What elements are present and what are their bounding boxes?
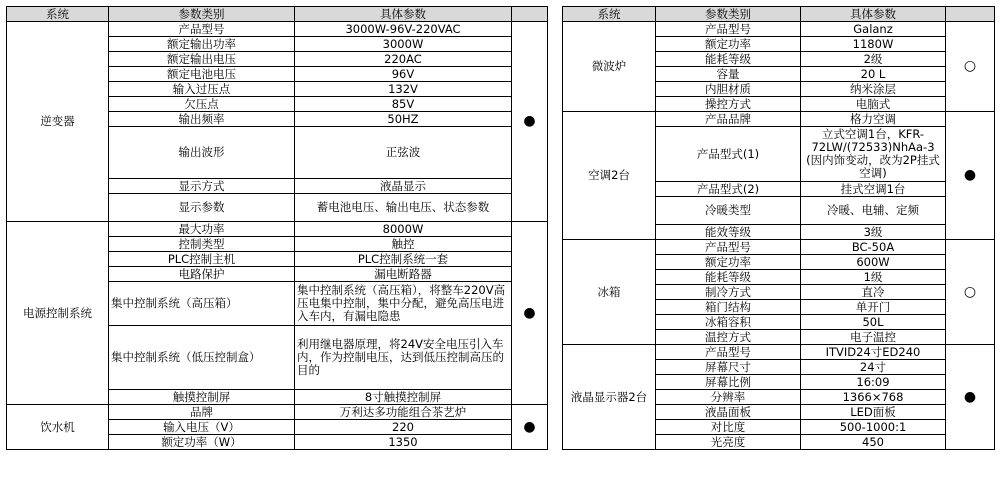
param-category-cell: 额定功率: [656, 37, 801, 52]
param-value-cell: 1级: [801, 270, 946, 285]
param-category-cell: 产品型号: [656, 345, 801, 360]
param-category-cell: 欠压点: [109, 97, 295, 112]
param-category-cell: 集中控制系统（低压控制盒）: [109, 326, 295, 390]
param-category-cell: 额定功率（W）: [109, 435, 295, 450]
param-value-cell: 纳米涂层: [801, 82, 946, 97]
param-category-cell: 屏幕比例: [656, 375, 801, 390]
param-category-cell: 显示参数: [109, 194, 295, 222]
param-value-cell: 220AC: [295, 52, 512, 67]
param-value-cell: 20 L: [801, 67, 946, 82]
param-value-cell: 3000W-96V-220VAC: [295, 22, 512, 37]
param-value-cell: 电脑式: [801, 97, 946, 112]
param-category-cell: 产品型式(2): [656, 182, 801, 197]
param-value-cell: Galanz: [801, 22, 946, 37]
param-value-cell: 1366×768: [801, 390, 946, 405]
table-row: [7, 22, 548, 37]
param-category-cell: 品牌: [109, 405, 295, 420]
param-value-cell: 格力空调: [801, 112, 946, 127]
table-row: [563, 22, 995, 37]
param-category-cell: 输出频率: [109, 112, 295, 127]
param-category-cell: 冰箱容积: [656, 315, 801, 330]
param-value-cell: 万利达多功能组合茶艺炉: [295, 405, 512, 420]
param-value-cell: 立式空调1台，KFR-72LW/(72533)NhAa-3 (因内饰变动，改为2P挂式空调): [801, 127, 946, 182]
header-system: 系统: [563, 7, 656, 22]
param-value-cell: BC-50A: [801, 240, 946, 255]
table-row: [563, 240, 995, 255]
header-mark: [512, 7, 548, 22]
param-category-cell: 最大功率: [109, 222, 295, 237]
table-row: [7, 222, 548, 237]
param-category-cell: 温控方式: [656, 330, 801, 345]
param-category-cell: 额定功率: [656, 255, 801, 270]
param-value-cell: 2级: [801, 52, 946, 67]
param-category-cell: 集中控制系统（高压箱）: [109, 282, 295, 326]
param-value-cell: 冷暖、电辅、定频: [801, 197, 946, 225]
config-mark: ●: [946, 112, 995, 240]
system-name-cell: 液晶显示器2台: [563, 345, 656, 450]
param-category-cell: 控制类型: [109, 237, 295, 252]
table-row: [563, 112, 995, 127]
param-category-cell: 能耗等级: [656, 270, 801, 285]
header-system: 系统: [7, 7, 109, 22]
param-category-cell: 光亮度: [656, 435, 801, 450]
param-value-cell: 16:09: [801, 375, 946, 390]
param-category-cell: 输入过压点: [109, 82, 295, 97]
system-name-cell: 电源控制系统: [7, 222, 109, 405]
header-row: [563, 7, 995, 22]
system-name-cell: 饮水机: [7, 405, 109, 450]
param-category-cell: 屏幕尺寸: [656, 360, 801, 375]
spec-table-left: [6, 6, 548, 450]
param-value-cell: 1350: [295, 435, 512, 450]
param-category-cell: 能效等级: [656, 225, 801, 240]
param-value-cell: 液晶显示: [295, 179, 512, 194]
param-value-cell: 96V: [295, 67, 512, 82]
header-param-category: 参数类别: [109, 7, 295, 22]
param-category-cell: 冷暖类型: [656, 197, 801, 225]
param-value-cell: 132V: [295, 82, 512, 97]
param-category-cell: 显示方式: [109, 179, 295, 194]
header-param-value: 具体参数: [801, 7, 946, 22]
system-name-cell: 逆变器: [7, 22, 109, 222]
header-row: [7, 7, 548, 22]
param-category-cell: 对比度: [656, 420, 801, 435]
param-category-cell: 输出波形: [109, 127, 295, 179]
param-value-cell: 触控: [295, 237, 512, 252]
param-category-cell: 容量: [656, 67, 801, 82]
spec-table-right: [562, 6, 995, 450]
config-mark: ○: [946, 22, 995, 112]
param-value-cell: 3000W: [295, 37, 512, 52]
param-value-cell: 450: [801, 435, 946, 450]
param-category-cell: 额定输出电压: [109, 52, 295, 67]
system-name-cell: 微波炉: [563, 22, 656, 112]
param-value-cell: 50HZ: [295, 112, 512, 127]
param-category-cell: 产品品牌: [656, 112, 801, 127]
param-value-cell: LED面板: [801, 405, 946, 420]
param-category-cell: PLC控制主机: [109, 252, 295, 267]
param-value-cell: 蓄电池电压、输出电压、状态参数: [295, 194, 512, 222]
param-category-cell: 产品型式(1): [656, 127, 801, 182]
param-value-cell: 8000W: [295, 222, 512, 237]
param-category-cell: 操控方式: [656, 97, 801, 112]
param-value-cell: 85V: [295, 97, 512, 112]
param-category-cell: 额定电池电压: [109, 67, 295, 82]
param-category-cell: 输入电压（V）: [109, 420, 295, 435]
param-value-cell: 利用继电器原理，将24V安全电压引入车内，作为控制电压，达到低压控制高压的目的: [295, 326, 512, 390]
param-value-cell: 挂式空调1台: [801, 182, 946, 197]
header-param-value: 具体参数: [295, 7, 512, 22]
config-mark: ○: [946, 240, 995, 345]
param-category-cell: 产品型号: [656, 240, 801, 255]
param-category-cell: 制冷方式: [656, 285, 801, 300]
system-name-cell: 冰箱: [563, 240, 656, 345]
param-category-cell: 能耗等级: [656, 52, 801, 67]
param-category-cell: 产品型号: [109, 22, 295, 37]
param-value-cell: 1180W: [801, 37, 946, 52]
param-value-cell: 电子温控: [801, 330, 946, 345]
param-category-cell: 产品型号: [656, 22, 801, 37]
param-category-cell: 电路保护: [109, 267, 295, 282]
config-mark: ●: [512, 222, 548, 405]
param-value-cell: 24寸: [801, 360, 946, 375]
param-value-cell: 漏电断路器: [295, 267, 512, 282]
header-param-category: 参数类别: [656, 7, 801, 22]
param-value-cell: 正弦波: [295, 127, 512, 179]
param-value-cell: PLC控制系统一套: [295, 252, 512, 267]
param-category-cell: 液晶面板: [656, 405, 801, 420]
param-category-cell: 内胆材质: [656, 82, 801, 97]
param-value-cell: 8寸触摸控制屏: [295, 390, 512, 405]
param-value-cell: 单开门: [801, 300, 946, 315]
param-category-cell: 额定输出功率: [109, 37, 295, 52]
system-name-cell: 空调2台: [563, 112, 656, 240]
param-category-cell: 箱门结构: [656, 300, 801, 315]
param-value-cell: 600W: [801, 255, 946, 270]
param-category-cell: 分辨率: [656, 390, 801, 405]
param-value-cell: 集中控制系统（高压箱），将整车220V高压电集中控制，集中分配，避免高压电进入车内，有漏电隐患: [295, 282, 512, 326]
table-row: [7, 405, 548, 420]
config-mark: ●: [946, 345, 995, 450]
param-value-cell: 直冷: [801, 285, 946, 300]
config-mark: ●: [512, 405, 548, 450]
param-value-cell: 500-1000:1: [801, 420, 946, 435]
config-mark: ●: [512, 22, 548, 222]
param-category-cell: 触摸控制屏: [109, 390, 295, 405]
param-value-cell: 3级: [801, 225, 946, 240]
table-row: [563, 345, 995, 360]
param-value-cell: ITVID24寸ED240: [801, 345, 946, 360]
header-mark: [946, 7, 995, 22]
param-value-cell: 220: [295, 420, 512, 435]
param-value-cell: 50L: [801, 315, 946, 330]
